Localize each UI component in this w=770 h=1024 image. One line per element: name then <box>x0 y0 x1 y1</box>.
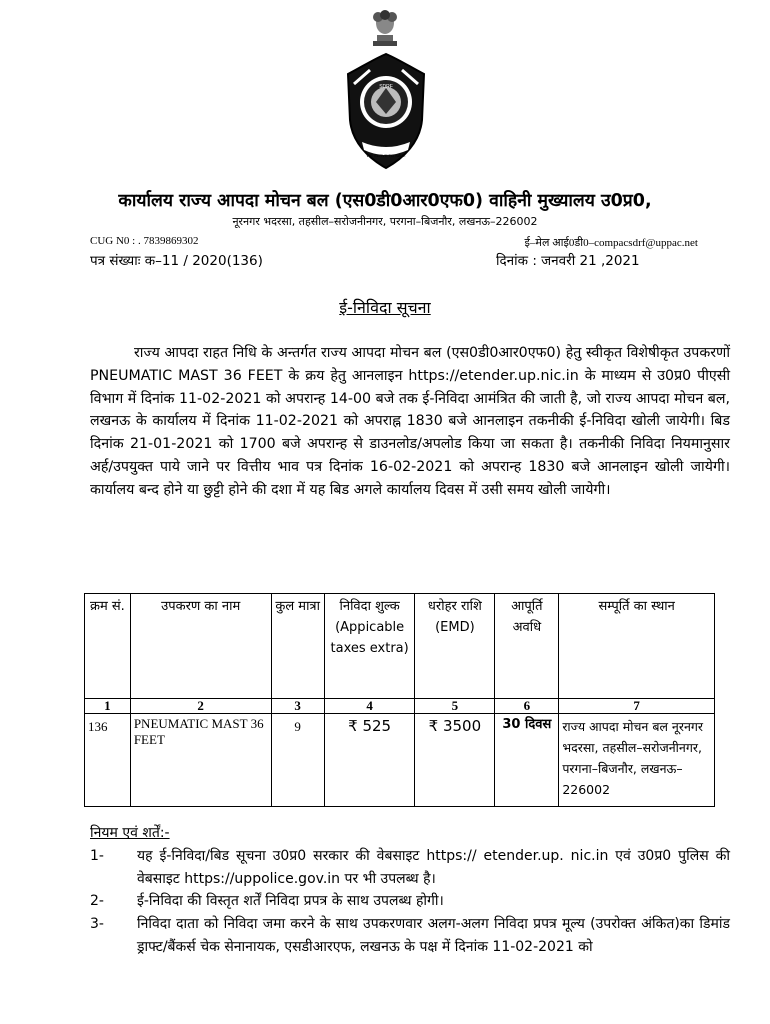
notice-paragraph-text: राज्य आपदा राहत निधि के अन्तर्गत राज्य आपदा मोचन बल (एस0डी0आर0एफ0) हेतु स्वीकृत विशेषीकृत उपकरणों PNEUMATIC MAST 36 FEET के क्रय हेतु आनलाइन https://etender.up.nic.in के माध्यम से उ0प्र0 पीएसी विभाग में दिनांक 11-02-2021 को अपरान्ह 14-00 बजे तक ई-निविदा आमंत्रित की जाती है, जो राज्य आपदा मोचन बल, लखनऊ के कार्यालय में दिनांक 11-02-2021 को अपराह्न 1830 बजे आनलाइन तकनीकी ई-निविदा खोली जायेगी। बिड दिनांक 21-01-2021 को 1700 बजे अपरान्ह से डाउनलोड/अपलोड किया जा सकता है। तकनीकी निविदा नियमानुसार अर्ह/उपयुक्त पाये जाने पर वित्तीय भाव पत्र दिनांक 16-02-2021 को अपरान्ह 1830 बजे आनलाइन खोली जायेगी। कार्यालय बन्द होने या छुट्टी होने की दशा में यह बिड अगले कार्यालय दिवस में उसी समय खोली जायेगी। <box>90 345 730 498</box>
col-number: 4 <box>324 699 415 714</box>
logo-text: SDRF <box>379 84 393 90</box>
column-number-row <box>85 699 715 714</box>
cell-fee: ₹ 525 <box>324 714 415 807</box>
col-number: 5 <box>415 699 495 714</box>
office-address: नूरनगर भदरसा, तहसील–सरोजनीनगर, परगना–बिजनौर, लखनऊ–226002 <box>232 215 538 228</box>
col-number: 7 <box>559 699 715 714</box>
term-item <box>90 913 730 958</box>
table-row <box>85 714 715 807</box>
tender-table <box>84 593 715 807</box>
col-header: निविदा शुल्क (Appicable taxes extra) <box>324 594 415 699</box>
state-emblem-icon <box>367 5 403 49</box>
term-text: यह ई-निविदा/बिड सूचना उ0प्र0 सरकार की वेबसाइट https:// etender.up. nic.in एवं उ0प्र0 पुलिस की वेबसाइट https://uppolice.gov.in पर भी उपलब्ध है। <box>137 848 730 887</box>
cell-period: 30 दिवस <box>495 714 559 807</box>
term-number: 1- <box>90 848 104 864</box>
term-item <box>90 845 730 890</box>
cell-emd: ₹ 3500 <box>415 714 495 807</box>
logo-motto: WE SERVE TO SAVE <box>366 153 406 158</box>
cug-number: CUG N0 : . 7839869302 <box>90 235 199 247</box>
col-header: धरोहर राशि (EMD) <box>415 594 495 699</box>
col-header: आपूर्ति अवधि <box>495 594 559 699</box>
col-number: 1 <box>85 699 131 714</box>
col-header: सम्पूर्ति का स्थान <box>559 594 715 699</box>
col-number: 3 <box>271 699 324 714</box>
table-header-row <box>85 594 715 699</box>
col-number: 2 <box>130 699 271 714</box>
term-text: ई-निविदा की विस्तृत शर्तें निविदा प्रपत्र के साथ उपलब्ध होगी। <box>137 893 444 909</box>
cell-sno: 136 <box>85 714 131 807</box>
cell-qty: 9 <box>271 714 324 807</box>
term-number: 3- <box>90 916 104 932</box>
term-item <box>90 890 730 913</box>
notice-title: ई-निविदा सूचना <box>339 298 431 317</box>
col-header: उपकरण का नाम <box>130 594 271 699</box>
term-text: निविदा दाता को निविदा जमा करने के साथ उपकरणवार अलग-अलग निविदा प्रपत्र मूल्य (उपरोक्त अंकित)का डिमांड ड्राफ्ट/बैंकर्स चेक सेनानायक, एसडीआरएफ, लखनऊ के पक्ष में दिनांक 11-02-2021 को <box>137 916 730 955</box>
col-header: कुल मात्रा <box>271 594 324 699</box>
office-title: कार्यालय राज्य आपदा मोचन बल (एस0डी0आर0एफ0) वाहिनी मुख्यालय उ0प्र0, <box>118 191 652 211</box>
cell-item: PNEUMATIC MAST 36 FEET <box>130 714 271 807</box>
notice-paragraph <box>90 342 730 502</box>
term-number: 2- <box>90 893 104 909</box>
letter-number: पत्र संख्याः क–11 / 2020(136) <box>90 253 263 269</box>
col-header: क्रम सं. <box>85 594 131 699</box>
cell-place: राज्य आपदा मोचन बल नूरनगर भदरसा, तहसील–सरोजनीनगर, परगना–बिजनौर, लखनऊ–226002 <box>559 714 715 807</box>
letter-date: दिनांक : जनवरी 21 ,2021 <box>496 253 640 269</box>
terms-title: नियम एवं शर्तें:- <box>90 825 170 841</box>
col-number: 6 <box>495 699 559 714</box>
office-email: ई–मेल आई0डी0–compacsdrf@uppac.net <box>524 237 698 249</box>
